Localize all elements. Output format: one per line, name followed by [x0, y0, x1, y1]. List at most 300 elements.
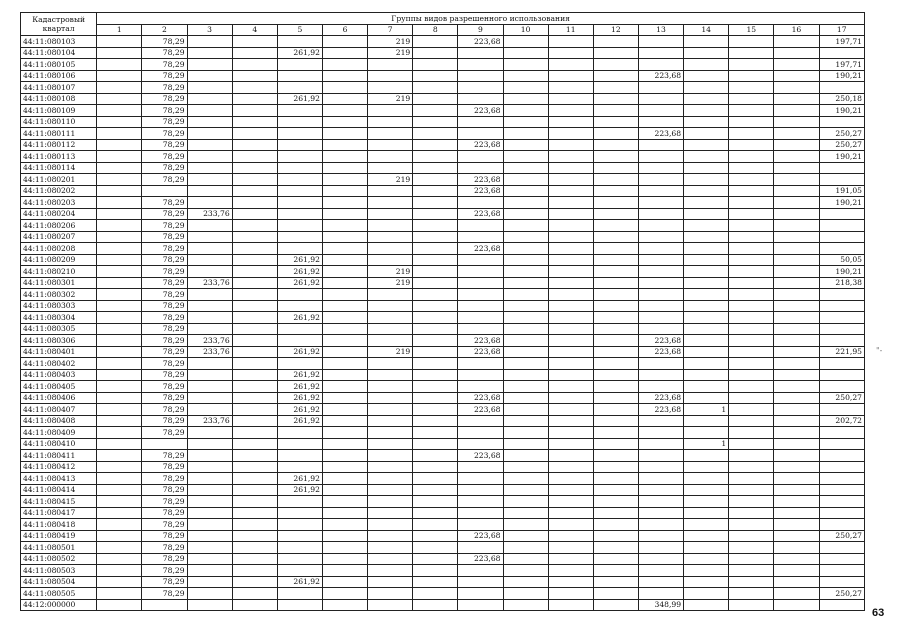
value-cell-col-16	[774, 185, 819, 197]
value-cell-col-9	[458, 59, 503, 71]
value-cell-col-6	[322, 231, 367, 243]
cadastral-quarter-cell: 44:11:080413	[21, 473, 97, 485]
value-cell-col-15	[729, 208, 774, 220]
value-cell-col-10	[503, 553, 548, 565]
table-row	[21, 36, 865, 48]
value-cell-col-12	[593, 542, 638, 554]
value-cell-col-17	[819, 461, 865, 473]
value-cell-col-12	[593, 530, 638, 542]
value-cell-col-6	[322, 312, 367, 324]
use-groups-header: Группы видов разрешенного использования	[97, 13, 865, 25]
value-cell-col-17	[819, 116, 865, 128]
value-cell-col-15	[729, 105, 774, 117]
value-cell-col-6	[322, 565, 367, 577]
value-cell-col-1	[97, 312, 142, 324]
value-cell-col-9	[458, 358, 503, 370]
value-cell-col-13	[638, 82, 683, 94]
value-cell-col-11	[548, 576, 593, 588]
value-cell-col-10	[503, 36, 548, 48]
value-cell-col-4	[232, 174, 277, 186]
value-cell-col-14	[684, 277, 729, 289]
value-cell-col-16	[774, 553, 819, 565]
value-cell-col-3	[187, 47, 232, 59]
value-cell-col-7	[368, 323, 413, 335]
value-cell-col-17	[819, 231, 865, 243]
value-cell-col-13	[638, 105, 683, 117]
value-cell-col-3	[187, 565, 232, 577]
table-row	[21, 220, 865, 232]
value-cell-col-17: 250,27	[819, 588, 865, 600]
value-cell-col-13: 223,68	[638, 70, 683, 82]
column-number-11: 11	[548, 24, 593, 36]
value-cell-col-6	[322, 300, 367, 312]
value-cell-col-4	[232, 576, 277, 588]
cadastral-quarter-cell: 44:11:080105	[21, 59, 97, 71]
value-cell-col-15	[729, 162, 774, 174]
value-cell-col-3	[187, 542, 232, 554]
value-cell-col-14	[684, 369, 729, 381]
value-cell-col-9: 223,68	[458, 530, 503, 542]
value-cell-col-1	[97, 576, 142, 588]
value-cell-col-17	[819, 484, 865, 496]
value-cell-col-4	[232, 473, 277, 485]
value-cell-col-7: 219	[368, 346, 413, 358]
value-cell-col-14	[684, 220, 729, 232]
table-row	[21, 461, 865, 473]
value-cell-col-3: 233,76	[187, 277, 232, 289]
value-cell-col-5: 261,92	[277, 277, 322, 289]
value-cell-col-15	[729, 369, 774, 381]
table-row	[21, 70, 865, 82]
value-cell-col-17	[819, 565, 865, 577]
value-cell-col-13	[638, 208, 683, 220]
value-cell-col-6	[322, 59, 367, 71]
value-cell-col-14	[684, 461, 729, 473]
value-cell-col-1	[97, 300, 142, 312]
value-cell-col-9	[458, 507, 503, 519]
value-cell-col-9: 223,68	[458, 392, 503, 404]
value-cell-col-4	[232, 197, 277, 209]
value-cell-col-3	[187, 519, 232, 531]
value-cell-col-7	[368, 496, 413, 508]
value-cell-col-14	[684, 266, 729, 278]
value-cell-col-16	[774, 231, 819, 243]
value-cell-col-5	[277, 530, 322, 542]
value-cell-col-9	[458, 116, 503, 128]
table-row	[21, 588, 865, 600]
value-cell-col-1	[97, 208, 142, 220]
value-cell-col-16	[774, 427, 819, 439]
value-cell-col-7	[368, 461, 413, 473]
value-cell-col-11	[548, 47, 593, 59]
cadastral-quarter-cell: 44:11:080414	[21, 484, 97, 496]
value-cell-col-1	[97, 404, 142, 416]
value-cell-col-5	[277, 36, 322, 48]
value-cell-col-16	[774, 576, 819, 588]
value-cell-col-1	[97, 162, 142, 174]
value-cell-col-7	[368, 530, 413, 542]
cadastral-quarter-cell: 44:11:080201	[21, 174, 97, 186]
value-cell-col-1	[97, 266, 142, 278]
value-cell-col-9	[458, 438, 503, 450]
value-cell-col-14	[684, 473, 729, 485]
column-number-5: 5	[277, 24, 322, 36]
value-cell-col-4	[232, 312, 277, 324]
value-cell-col-11	[548, 461, 593, 473]
value-cell-col-14	[684, 151, 729, 163]
value-cell-col-14	[684, 128, 729, 140]
value-cell-col-17	[819, 438, 865, 450]
value-cell-col-17	[819, 300, 865, 312]
value-cell-col-12	[593, 599, 638, 611]
cadastral-quarter-cell: 44:11:080409	[21, 427, 97, 439]
value-cell-col-15	[729, 116, 774, 128]
cadastral-quarter-cell: 44:11:080410	[21, 438, 97, 450]
cadastral-quarter-cell: 44:11:080209	[21, 254, 97, 266]
value-cell-col-10	[503, 312, 548, 324]
cadastral-quarter-cell: 44:11:080303	[21, 300, 97, 312]
cadastral-quarter-cell: 44:11:080501	[21, 542, 97, 554]
value-cell-col-2: 78,29	[142, 576, 187, 588]
value-cell-col-17: 250,27	[819, 128, 865, 140]
value-cell-col-17	[819, 312, 865, 324]
value-cell-col-4	[232, 415, 277, 427]
cadastral-quarter-cell: 44:11:080302	[21, 289, 97, 301]
value-cell-col-12	[593, 231, 638, 243]
table-row	[21, 277, 865, 289]
column-number-2: 2	[142, 24, 187, 36]
value-cell-col-12	[593, 82, 638, 94]
value-cell-col-7	[368, 151, 413, 163]
value-cell-col-12	[593, 404, 638, 416]
value-cell-col-11	[548, 139, 593, 151]
column-number-8: 8	[413, 24, 458, 36]
table-row	[21, 427, 865, 439]
value-cell-col-1	[97, 59, 142, 71]
value-cell-col-7	[368, 404, 413, 416]
value-cell-col-9	[458, 47, 503, 59]
value-cell-col-14	[684, 231, 729, 243]
value-cell-col-8	[413, 254, 458, 266]
value-cell-col-3	[187, 404, 232, 416]
value-cell-col-16	[774, 438, 819, 450]
value-cell-col-15	[729, 231, 774, 243]
value-cell-col-2: 78,29	[142, 335, 187, 347]
value-cell-col-5	[277, 565, 322, 577]
value-cell-col-3	[187, 185, 232, 197]
value-cell-col-14	[684, 208, 729, 220]
value-cell-col-15	[729, 427, 774, 439]
value-cell-col-14	[684, 139, 729, 151]
value-cell-col-17	[819, 335, 865, 347]
value-cell-col-5	[277, 427, 322, 439]
value-cell-col-5	[277, 461, 322, 473]
value-cell-col-12	[593, 70, 638, 82]
value-cell-col-11	[548, 484, 593, 496]
value-cell-col-7	[368, 116, 413, 128]
value-cell-col-1	[97, 369, 142, 381]
value-cell-col-8	[413, 335, 458, 347]
value-cell-col-17	[819, 243, 865, 255]
value-cell-col-10	[503, 530, 548, 542]
value-cell-col-2: 78,29	[142, 105, 187, 117]
value-cell-col-13: 348,99	[638, 599, 683, 611]
value-cell-col-1	[97, 93, 142, 105]
value-cell-col-6	[322, 358, 367, 370]
value-cell-col-6	[322, 484, 367, 496]
value-cell-col-2: 78,29	[142, 243, 187, 255]
value-cell-col-7	[368, 220, 413, 232]
value-cell-col-8	[413, 128, 458, 140]
column-number-4: 4	[232, 24, 277, 36]
value-cell-col-17	[819, 542, 865, 554]
value-cell-col-10	[503, 392, 548, 404]
value-cell-col-5: 261,92	[277, 47, 322, 59]
table-row	[21, 530, 865, 542]
cadastral-quarter-cell: 44:11:080110	[21, 116, 97, 128]
column-number-1: 1	[97, 24, 142, 36]
value-cell-col-6	[322, 220, 367, 232]
value-cell-col-10	[503, 565, 548, 577]
value-cell-col-15	[729, 576, 774, 588]
value-cell-col-10	[503, 162, 548, 174]
value-cell-col-12	[593, 415, 638, 427]
value-cell-col-6	[322, 427, 367, 439]
value-cell-col-8	[413, 174, 458, 186]
value-cell-col-13	[638, 565, 683, 577]
cadastral-quarter-cell: 44:11:080305	[21, 323, 97, 335]
value-cell-col-13	[638, 162, 683, 174]
value-cell-col-12	[593, 116, 638, 128]
value-cell-col-14	[684, 496, 729, 508]
value-cell-col-3	[187, 105, 232, 117]
table-row	[21, 93, 865, 105]
cadastral-quarter-cell: 44:11:080208	[21, 243, 97, 255]
value-cell-col-13	[638, 473, 683, 485]
value-cell-col-11	[548, 599, 593, 611]
value-cell-col-15	[729, 82, 774, 94]
value-cell-col-5	[277, 450, 322, 462]
value-cell-col-7	[368, 599, 413, 611]
value-cell-col-17: 190,21	[819, 70, 865, 82]
value-cell-col-14	[684, 427, 729, 439]
value-cell-col-3	[187, 243, 232, 255]
value-cell-col-9: 223,68	[458, 335, 503, 347]
value-cell-col-12	[593, 174, 638, 186]
table-row	[21, 289, 865, 301]
value-cell-col-4	[232, 277, 277, 289]
value-cell-col-1	[97, 70, 142, 82]
value-cell-col-12	[593, 300, 638, 312]
value-cell-col-16	[774, 496, 819, 508]
value-cell-col-7: 219	[368, 174, 413, 186]
value-cell-col-11	[548, 93, 593, 105]
value-cell-col-13	[638, 300, 683, 312]
value-cell-col-5	[277, 496, 322, 508]
value-cell-col-4	[232, 162, 277, 174]
value-cell-col-9: 223,68	[458, 174, 503, 186]
value-cell-col-4	[232, 496, 277, 508]
cadastral-quarter-cell: 44:11:080304	[21, 312, 97, 324]
value-cell-col-8	[413, 208, 458, 220]
value-cell-col-16	[774, 473, 819, 485]
value-cell-col-10	[503, 174, 548, 186]
table-row	[21, 519, 865, 531]
value-cell-col-9	[458, 220, 503, 232]
value-cell-col-15	[729, 243, 774, 255]
value-cell-col-15	[729, 277, 774, 289]
value-cell-col-7: 219	[368, 36, 413, 48]
value-cell-col-15	[729, 174, 774, 186]
value-cell-col-15	[729, 266, 774, 278]
value-cell-col-14	[684, 599, 729, 611]
value-cell-col-15	[729, 542, 774, 554]
value-cell-col-16	[774, 93, 819, 105]
value-cell-col-6	[322, 208, 367, 220]
value-cell-col-5: 261,92	[277, 576, 322, 588]
value-cell-col-4	[232, 542, 277, 554]
value-cell-col-12	[593, 105, 638, 117]
table-row	[21, 59, 865, 71]
value-cell-col-2: 78,29	[142, 300, 187, 312]
value-cell-col-10	[503, 335, 548, 347]
table-row	[21, 174, 865, 186]
value-cell-col-2: 78,29	[142, 323, 187, 335]
value-cell-col-3	[187, 599, 232, 611]
value-cell-col-4	[232, 588, 277, 600]
value-cell-col-13	[638, 266, 683, 278]
value-cell-col-6	[322, 599, 367, 611]
value-cell-col-11	[548, 151, 593, 163]
value-cell-col-17	[819, 427, 865, 439]
value-cell-col-11	[548, 519, 593, 531]
value-cell-col-2: 78,29	[142, 507, 187, 519]
value-cell-col-6	[322, 116, 367, 128]
table-row	[21, 358, 865, 370]
value-cell-col-12	[593, 289, 638, 301]
cadastral-label-line1: Кадастровый	[32, 14, 86, 24]
value-cell-col-14	[684, 335, 729, 347]
value-cell-col-9: 223,68	[458, 139, 503, 151]
value-cell-col-10	[503, 185, 548, 197]
value-cell-col-8	[413, 36, 458, 48]
value-cell-col-17: 250,27	[819, 139, 865, 151]
value-cell-col-14	[684, 588, 729, 600]
value-cell-col-16	[774, 174, 819, 186]
value-cell-col-13	[638, 461, 683, 473]
value-cell-col-6	[322, 496, 367, 508]
value-cell-col-11	[548, 404, 593, 416]
value-cell-col-15	[729, 185, 774, 197]
value-cell-col-6	[322, 461, 367, 473]
value-cell-col-8	[413, 496, 458, 508]
value-cell-col-16	[774, 243, 819, 255]
value-cell-col-3	[187, 427, 232, 439]
value-cell-col-4	[232, 565, 277, 577]
value-cell-col-13	[638, 358, 683, 370]
value-cell-col-5	[277, 542, 322, 554]
cadastral-quarter-cell: 44:11:080306	[21, 335, 97, 347]
value-cell-col-16	[774, 300, 819, 312]
value-cell-col-3: 233,76	[187, 415, 232, 427]
value-cell-col-17: 197,71	[819, 36, 865, 48]
value-cell-col-14	[684, 197, 729, 209]
value-cell-col-5	[277, 358, 322, 370]
cadastral-quarter-cell: 44:12:000000	[21, 599, 97, 611]
value-cell-col-2: 78,29	[142, 139, 187, 151]
value-cell-col-2: 78,29	[142, 381, 187, 393]
value-cell-col-16	[774, 162, 819, 174]
value-cell-col-12	[593, 381, 638, 393]
cadastral-quarter-cell: 44:11:080402	[21, 358, 97, 370]
value-cell-col-12	[593, 496, 638, 508]
value-cell-col-5	[277, 323, 322, 335]
value-cell-col-11	[548, 530, 593, 542]
value-cell-col-5	[277, 197, 322, 209]
value-cell-col-1	[97, 185, 142, 197]
value-cell-col-11	[548, 59, 593, 71]
table-row	[21, 404, 865, 416]
value-cell-col-16	[774, 277, 819, 289]
value-cell-col-6	[322, 197, 367, 209]
value-cell-col-7	[368, 162, 413, 174]
table-row	[21, 473, 865, 485]
value-cell-col-11	[548, 128, 593, 140]
value-cell-col-5	[277, 289, 322, 301]
value-cell-col-9	[458, 519, 503, 531]
value-cell-col-6	[322, 438, 367, 450]
value-cell-col-7: 219	[368, 47, 413, 59]
value-cell-col-17	[819, 553, 865, 565]
value-cell-col-12	[593, 254, 638, 266]
value-cell-col-13	[638, 277, 683, 289]
value-cell-col-15	[729, 507, 774, 519]
value-cell-col-6	[322, 70, 367, 82]
value-cell-col-14	[684, 174, 729, 186]
value-cell-col-5	[277, 208, 322, 220]
value-cell-col-17: 250,27	[819, 392, 865, 404]
value-cell-col-10	[503, 197, 548, 209]
value-cell-col-2: 78,29	[142, 116, 187, 128]
value-cell-col-17	[819, 576, 865, 588]
value-cell-col-12	[593, 519, 638, 531]
value-cell-col-15	[729, 553, 774, 565]
value-cell-col-15	[729, 254, 774, 266]
value-cell-col-3	[187, 530, 232, 542]
value-cell-col-13	[638, 174, 683, 186]
value-cell-col-11	[548, 208, 593, 220]
value-cell-col-8	[413, 82, 458, 94]
value-cell-col-15	[729, 289, 774, 301]
value-cell-col-9	[458, 369, 503, 381]
header-row-column-numbers	[21, 24, 865, 36]
value-cell-col-5	[277, 70, 322, 82]
value-cell-col-9	[458, 93, 503, 105]
value-cell-col-14	[684, 254, 729, 266]
value-cell-col-16	[774, 312, 819, 324]
value-cell-col-1	[97, 392, 142, 404]
value-cell-col-12	[593, 59, 638, 71]
table-row	[21, 576, 865, 588]
page-number: 63	[872, 607, 885, 619]
value-cell-col-13: 223,68	[638, 404, 683, 416]
value-cell-col-8	[413, 47, 458, 59]
value-cell-col-13	[638, 185, 683, 197]
value-cell-col-15	[729, 139, 774, 151]
value-cell-col-16	[774, 254, 819, 266]
cadastral-quarter-cell: 44:11:080505	[21, 588, 97, 600]
value-cell-col-3: 233,76	[187, 335, 232, 347]
